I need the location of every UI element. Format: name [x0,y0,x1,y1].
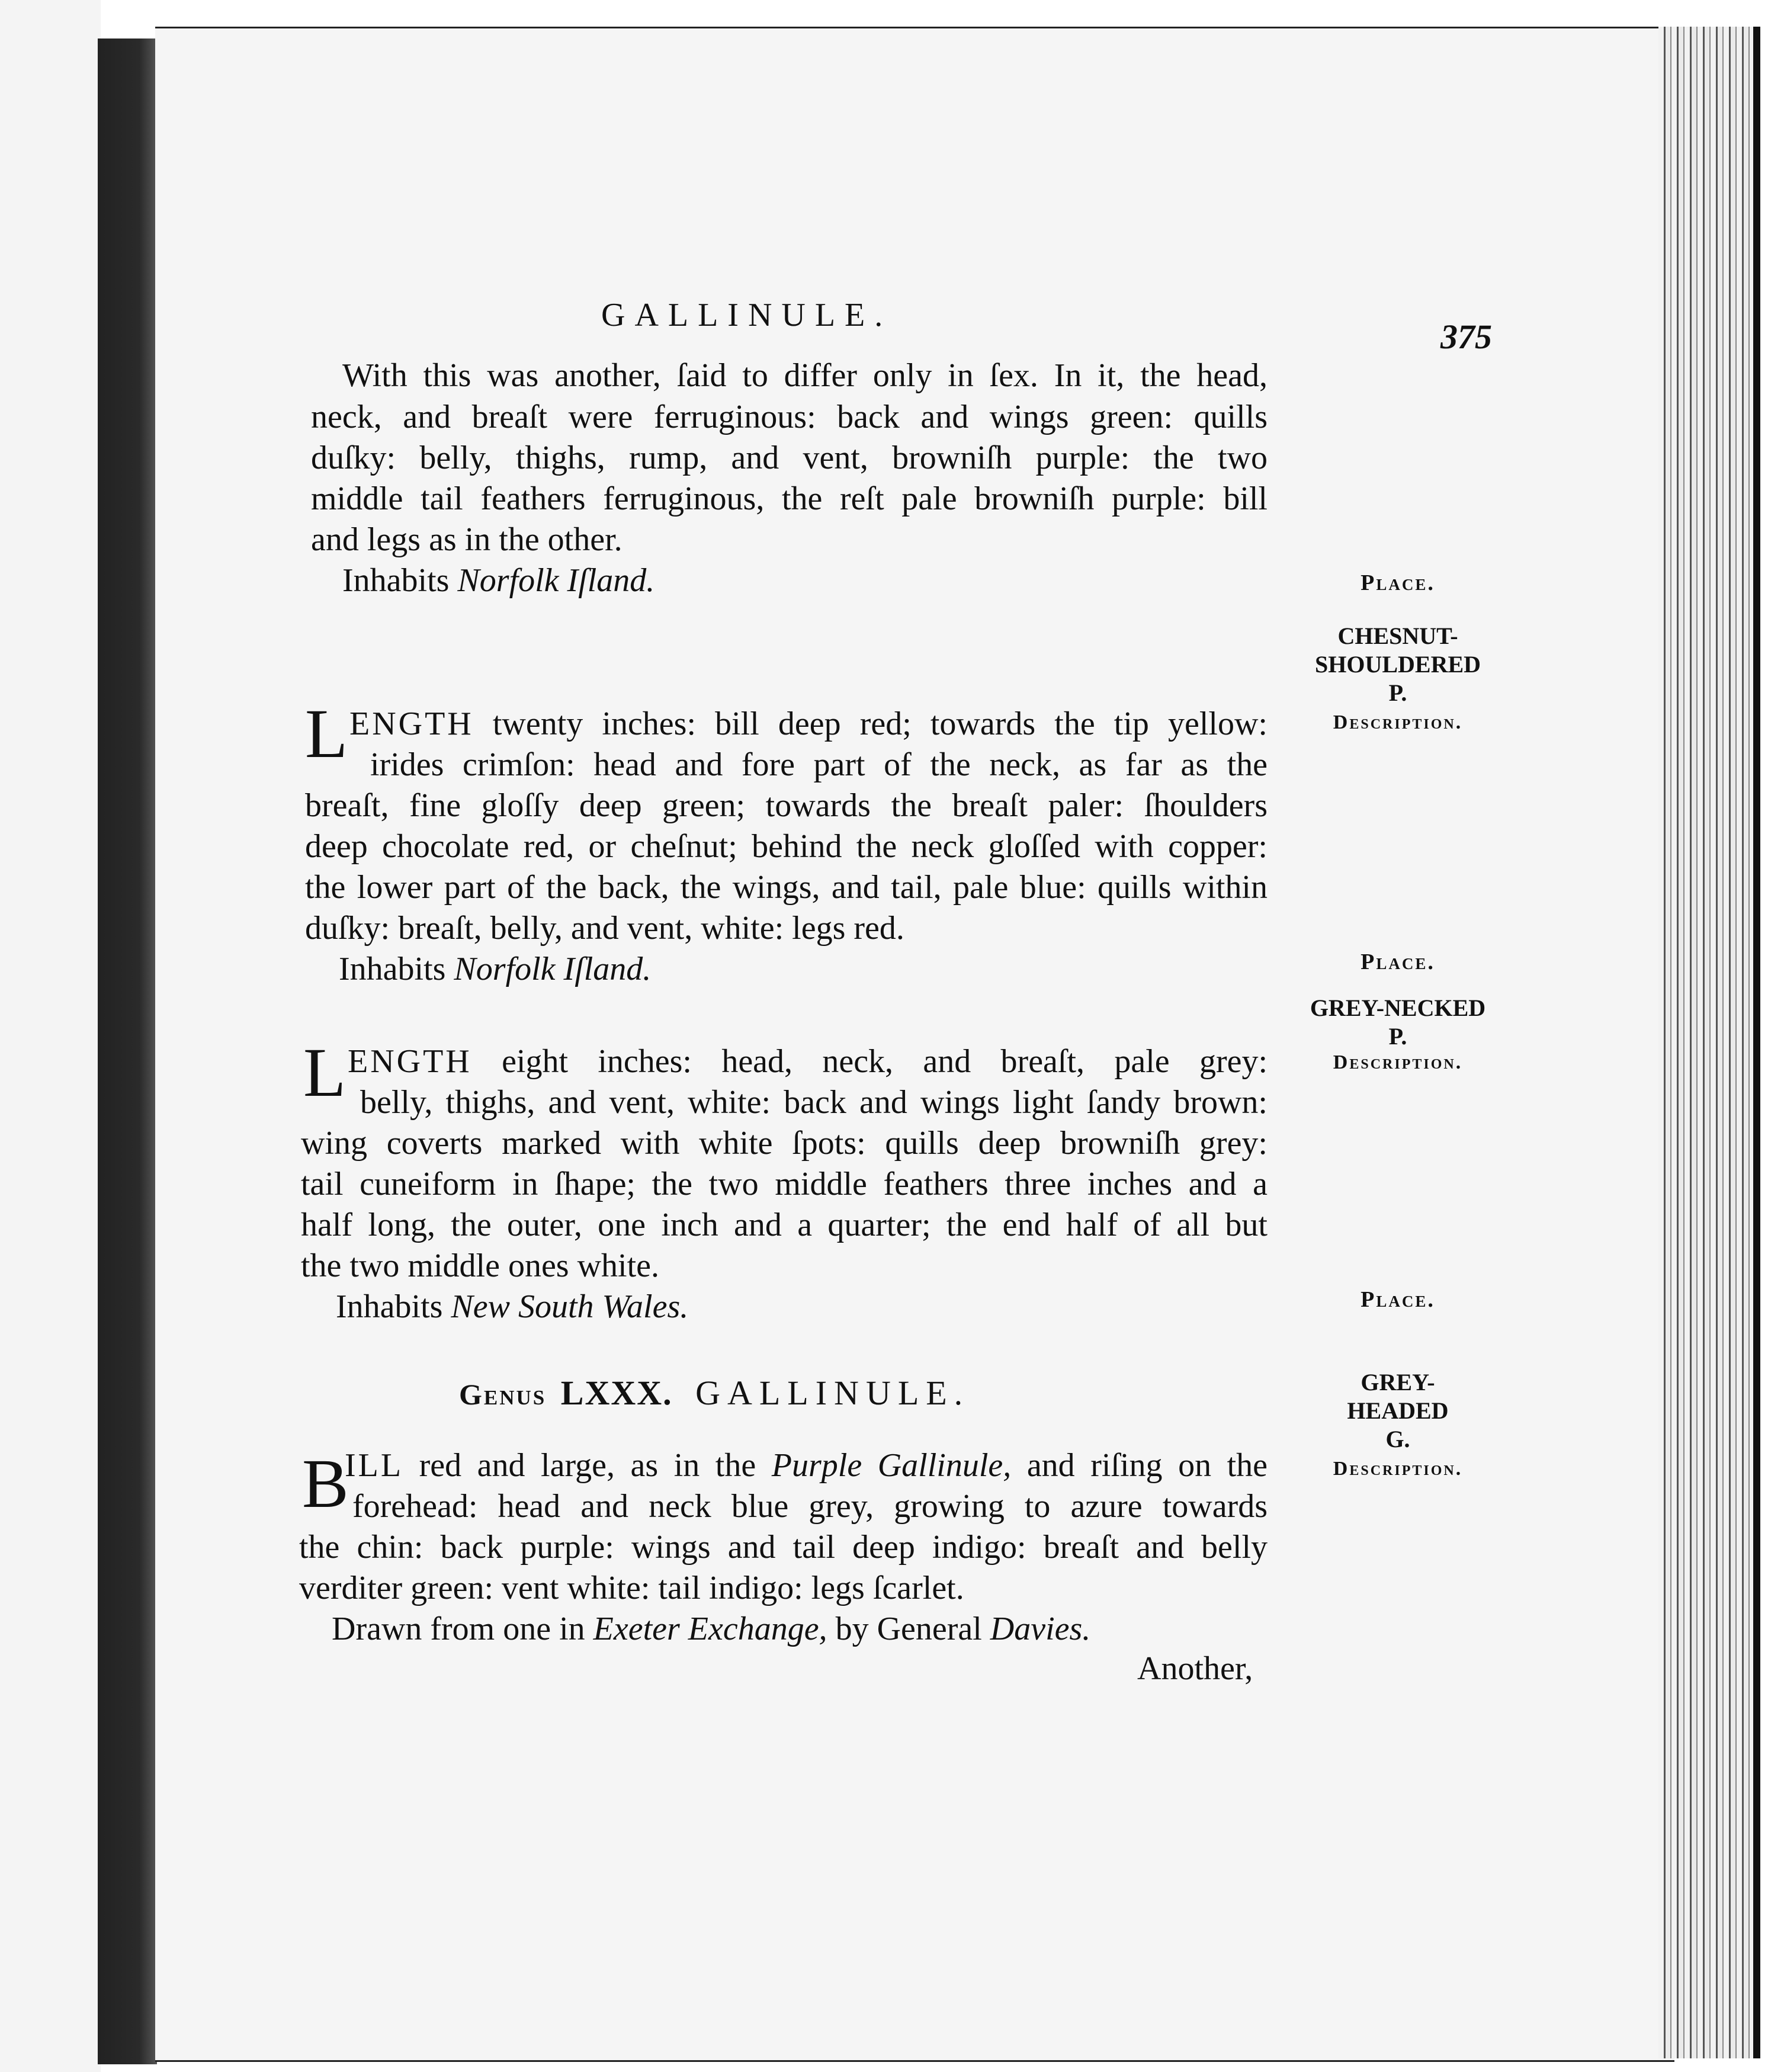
inhabits-line [339,949,651,990]
place-name: New South Wales. [451,1288,689,1325]
place-name: Norfolk Iſland. [454,951,652,987]
text-line: verditer green: vent white: tail indigo: legs ſcarlet. [299,1570,964,1606]
margin-species-name: CHESNUT- SHOULDERED P. [1314,623,1481,706]
text-line: and legs as in the other. [311,521,623,558]
genus-name: GALLINULE. [695,1374,970,1412]
text-line: half long, the outer, one inch and a quarter; the end half of all but [301,1207,1268,1243]
bird-name: Purple Gallinule, [771,1447,1012,1484]
margin-species-name: GREY-NECKED P. [1310,995,1486,1050]
text-line: the lower part of the back, the wings, and tail, pale blue: quills within [305,869,1268,906]
margin-place: Place. [1361,1287,1435,1312]
inhabits-prefix: Inhabits [339,951,446,987]
text-line: neck, and breaſt were ferruginous: back and wings green: quills [311,399,1268,435]
text-line: breaſt, fine gloſſy deep green; towards the breaſt paler: ſhoulders [305,787,1268,824]
drop-cap: B [302,1445,349,1522]
margin-description: Description. [1333,1458,1463,1480]
margin-description: Description. [1333,1051,1463,1073]
margin-place: Place. [1361,570,1435,595]
text-line: the two middle ones white. [301,1247,660,1284]
running-title: GALLINULE. [601,297,893,333]
text-line: duſky: breaſt, belly, and vent, white: legs red. [305,910,904,947]
place-name: Norfolk Iſland. [457,562,655,599]
text-line: duſky: belly, thighs, rump, and vent, browniſh purple: the two [311,440,1268,476]
lead-word: ILL [345,1447,404,1484]
margin-place: Place. [1361,950,1435,974]
inhabits-prefix: Inhabits [342,562,450,599]
text-line: With this was another, ſaid to differ only in ſex. In it, the head, [342,357,1268,394]
person-name: Davies. [990,1611,1091,1647]
text-line: middle tail feathers ferruginous, the reſt pale browniſh purple: bill [311,480,1268,517]
catchword: Another, [1137,1650,1253,1687]
text-line: forehead: head and neck blue grey, growing to azure towards [352,1488,1268,1525]
lead-word: ENGTH [348,1043,472,1080]
text-line: wing coverts marked with white ſpots: quills deep browniſh grey: [301,1125,1268,1162]
margin-species-name: GREY- HEADED G. [1347,1369,1449,1452]
facing-page-edge [0,0,101,2072]
text-line: belly, thighs, and vent, white: back and wings light ſandy brown: [360,1084,1268,1121]
text-line: ENGTH twenty inches: bill deep red; towards the tip yellow: [349,705,1268,742]
genus-prefix: Genus [459,1378,547,1411]
text-line: the chin: back purple: wings and tail deep indigo: breaſt and belly [299,1529,1268,1566]
text-line: irides crimſon: head and fore part of the neck, as far as the [370,746,1268,783]
inhabits-line [342,560,654,601]
drawn-from-line: Drawn from one in Exeter Exchange, by General Davies. [332,1611,1091,1647]
drop-cap: L [305,695,348,772]
drop-cap: L [303,1034,346,1111]
text-line: tail cuneiform in ſhape; the two middle feathers three inches and a [301,1166,1268,1202]
page-number: 375 [1440,317,1492,356]
right-border [1753,27,1760,2058]
inhabits-line [336,1287,688,1327]
text-line: ENGTH eight inches: head, neck, and breaſt, pale grey: [348,1043,1268,1080]
margin-description: Description. [1333,711,1463,733]
page-edges [1658,27,1753,2058]
text-line: deep chocolate red, or cheſnut; behind the neck gloſſed with copper: [305,828,1268,865]
place-name: Exeter Exchange, [593,1611,827,1647]
genus-heading [459,1373,970,1413]
inhabits-prefix: Inhabits [336,1288,443,1325]
genus-number: LXXX. [560,1374,673,1412]
text-line: ILL red and large, as in the Purple Gallinule, and riſing on the [345,1447,1268,1484]
gutter-shadow [98,39,157,2064]
lead-word: ENGTH [349,705,474,742]
